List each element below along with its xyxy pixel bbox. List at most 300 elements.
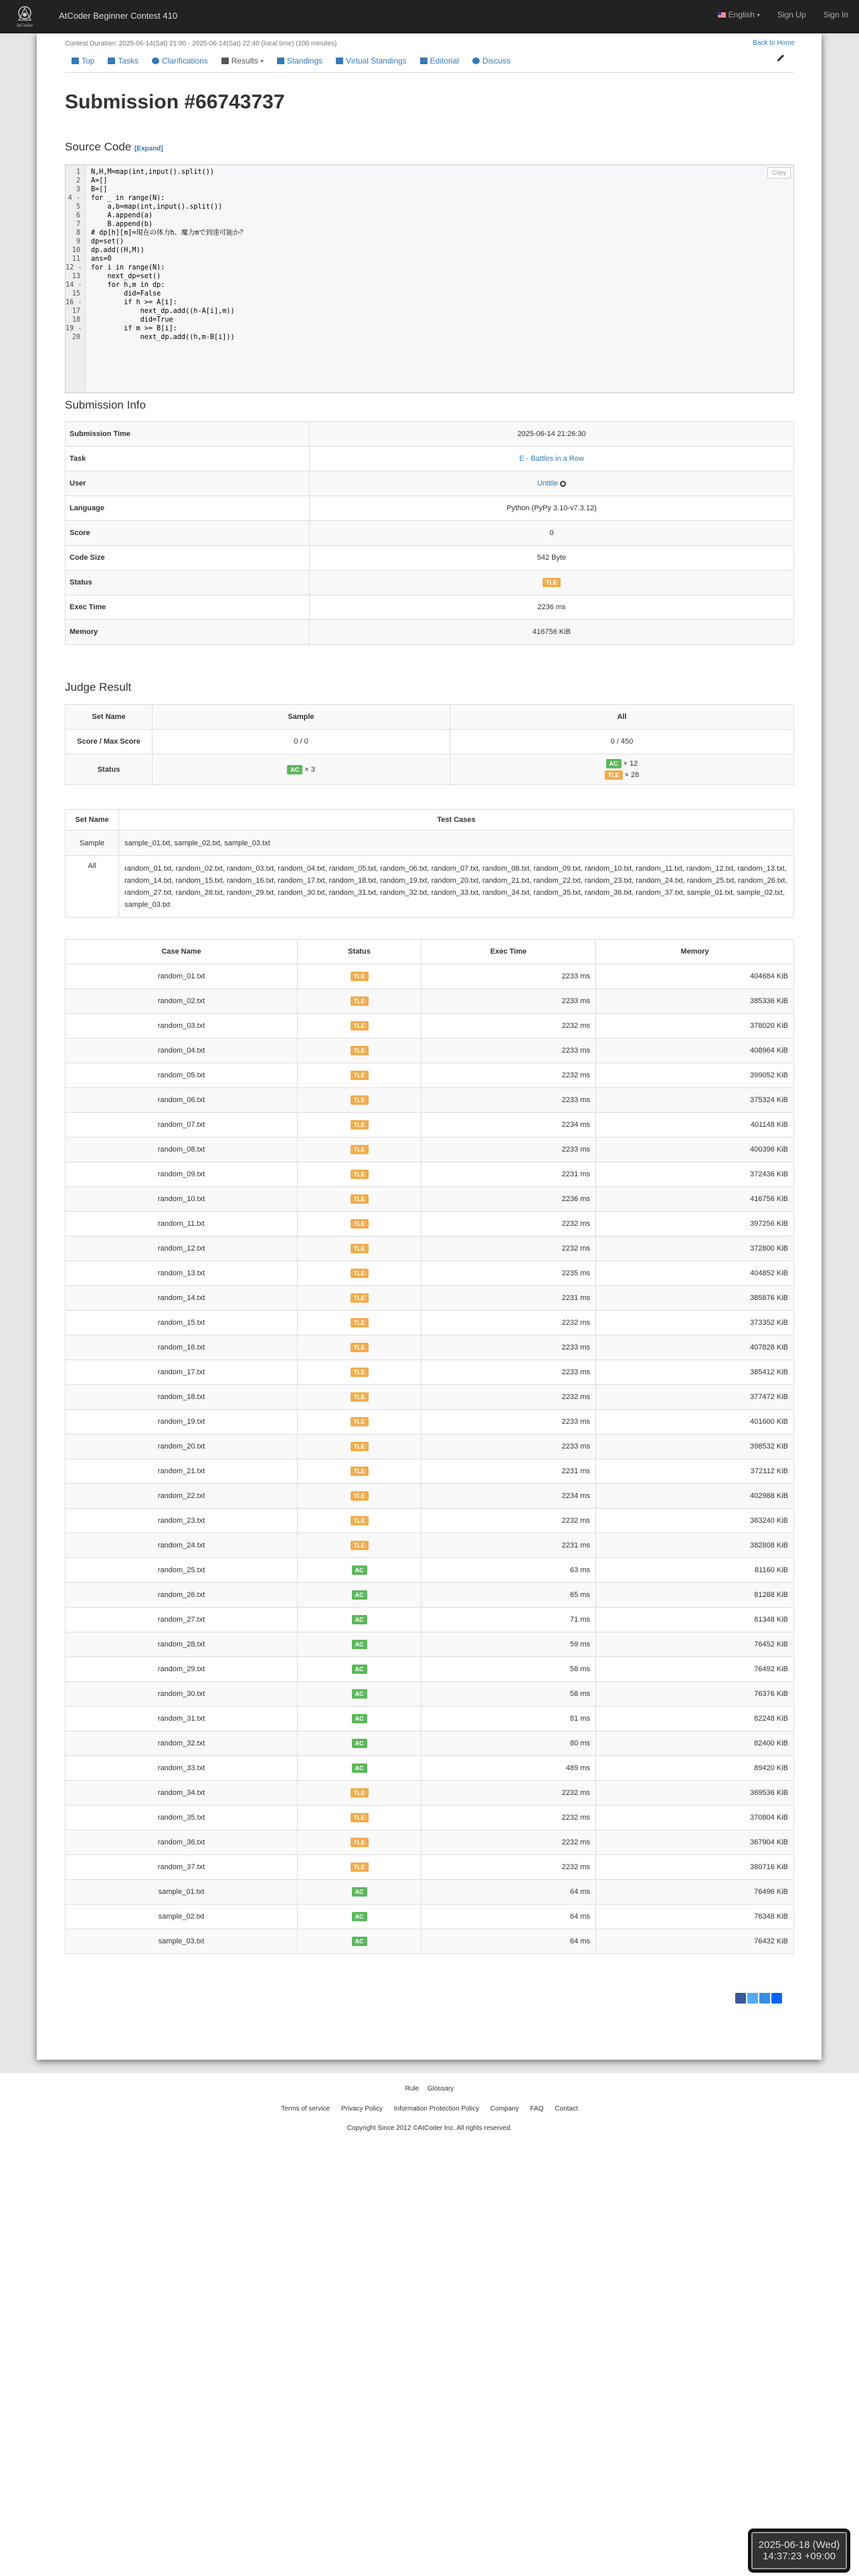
navbar [0,0,859,33]
share-plus-icon[interactable] [771,1993,782,2004]
case-exec-time: 2231 ms [421,1286,596,1311]
case-name: random_35.txt [66,1806,298,1830]
case-name: random_31.txt [66,1707,298,1731]
case-exec-time: 2233 ms [421,1335,596,1360]
status-badge: TLE [351,1194,369,1204]
case-exec-time: 2236 ms [421,1187,596,1212]
case-status-cell [298,1360,421,1385]
footer-link-company[interactable]: Company [490,2105,519,2113]
case-exec-time: 2232 ms [421,1509,596,1533]
case-status-cell [298,1855,421,1880]
status-badge: AC [352,1937,367,1946]
case-status-cell [298,1335,421,1360]
code-line [66,263,794,272]
line-number: 3 [76,186,80,193]
case-row [66,1459,794,1484]
info-label: Submission Time [66,422,310,447]
info-label: Score [66,521,310,546]
contest-nav-tabs [72,56,510,66]
case-memory: 372800 KiB [596,1237,794,1261]
case-row [66,1830,794,1855]
tab-label: Tasks [118,56,139,66]
case-name: random_17.txt [66,1360,298,1385]
case-status-cell [298,1261,421,1286]
case-memory: 76348 KiB [596,1905,794,1929]
tab-label: Results [231,56,258,66]
tab-results[interactable] [221,56,264,66]
case-row [66,1434,794,1459]
case-row [66,1731,794,1756]
code-size-value: 542 Byte [310,546,794,570]
case-exec-time: 58 ms [421,1657,596,1682]
line-text: for h,m in dp: [91,282,165,289]
list-icon [108,58,115,64]
code-line [66,324,794,333]
line-number: 12 - [66,264,82,272]
case-exec-time: 2231 ms [421,1459,596,1484]
case-exec-time: 71 ms [421,1608,596,1632]
tab-tasks[interactable] [108,56,138,66]
contest-duration: Contest Duration: 2025-06-14(Sat) 21:00 - 2025-06-14(Sat) 22:40 (local time) (100 minutes) [65,40,337,47]
line-text: next_dp.add((h,m-B[i])) [91,334,235,341]
footer-links-secondary [0,2105,859,2113]
line-text: A=[] [91,177,108,185]
case-row [66,1533,794,1558]
status-badge: TLE [351,1343,369,1352]
case-name: random_32.txt [66,1731,298,1756]
case-status-cell [298,989,421,1014]
language-value: Python (PyPy 3.10-v7.3.12) [310,496,794,521]
tab-virtual-standings[interactable] [336,56,407,66]
line-number: 2 [76,177,80,185]
sort-icon [336,58,343,64]
line-number: 16 - [66,299,82,306]
tle-badge: TLE [605,770,623,780]
case-name: random_05.txt [66,1063,298,1088]
user-cell [310,471,794,496]
status-badge: TLE [351,1541,369,1550]
status-badge: TLE [351,1516,369,1525]
line-number: 20 [72,334,80,341]
main-container [37,33,822,2060]
case-name: random_23.txt [66,1509,298,1533]
code-line [66,185,794,194]
tab-label: Clarifications [162,56,208,66]
tab-label: Virtual Standings [346,56,407,66]
case-name: random_02.txt [66,989,298,1014]
line-number: 5 [76,203,80,211]
submission-info-table [65,421,794,645]
line-number: 6 [76,212,80,219]
case-name: random_18.txt [66,1385,298,1410]
case-row [66,1162,794,1187]
tab-top[interactable] [72,56,94,66]
status-badge: AC [352,1739,367,1748]
case-name: random_26.txt [66,1583,298,1608]
line-number: 10 [72,247,80,254]
line-text: a,b=map(int,input().split()) [91,203,223,211]
case-status-cell [298,1459,421,1484]
case-exec-time: 2231 ms [421,1533,596,1558]
judge-result-heading: Judge Result [65,681,132,693]
line-text: for _ in range(N): [91,195,165,202]
case-name: random_28.txt [66,1632,298,1657]
cases-body [66,964,794,1954]
case-exec-time: 2233 ms [421,1434,596,1459]
line-text: next_dp=set() [91,273,161,280]
info-row [66,496,794,521]
case-memory: 81288 KiB [596,1583,794,1608]
case-name: random_09.txt [66,1162,298,1187]
footer-link-contact[interactable]: Contact [555,2105,578,2113]
case-row [66,1187,794,1212]
case-status-cell [298,1533,421,1558]
info-row [66,595,794,620]
case-status-cell [298,1039,421,1063]
all-score: 0 / 450 [450,730,794,754]
column-header: Test Cases [119,810,794,831]
info-label: Code Size [66,546,310,570]
case-status-cell [298,1731,421,1756]
case-memory: 378020 KiB [596,1014,794,1039]
footer-link-glossary[interactable]: Glossary [427,2085,454,2092]
column-header: Exec Time [421,940,596,964]
ac-badge: AC [606,759,622,768]
case-name: random_01.txt [66,964,298,989]
case-memory: 81160 KiB [596,1558,794,1583]
case-memory: 400396 KiB [596,1138,794,1162]
case-status-cell [298,1905,421,1929]
case-exec-time: 65 ms [421,1583,596,1608]
copyright: Copyright Since 2012 ©AtCoder Inc. All rights reserved. [347,2125,512,2132]
case-memory: 76376 KiB [596,1682,794,1707]
case-memory: 385412 KiB [596,1360,794,1385]
status-badge: TLE [351,1491,369,1501]
back-to-home-link[interactable]: Back to Home [753,39,795,47]
case-row [66,1929,794,1954]
case-name: random_04.txt [66,1039,298,1063]
fixed-clock [748,2529,850,2573]
case-memory: 416756 KiB [596,1187,794,1212]
case-status-cell [298,1880,421,1905]
sign-in-link[interactable]: Sign In [823,10,848,19]
line-text: ans=0 [91,255,112,263]
set-cases: sample_01.txt, sample_02.txt, sample_03.txt [119,831,794,856]
set-name: All [66,856,119,918]
case-exec-time: 2234 ms [421,1113,596,1138]
case-exec-time: 81 ms [421,1707,596,1731]
case-memory: 380716 KiB [596,1855,794,1880]
case-exec-time: 489 ms [421,1756,596,1781]
code-line [66,168,794,177]
case-status-cell [298,1063,421,1088]
twitter-icon[interactable] [747,1993,758,2004]
column-header: Memory [596,940,794,964]
footer-link-terms[interactable]: Terms of service [281,2105,330,2113]
page-title: Submission #66743737 [65,91,285,113]
case-name: random_12.txt [66,1237,298,1261]
submission-info-heading: Submission Info [65,399,146,411]
case-row [66,964,794,989]
clock-date: 2025-06-18 (Wed) [758,2539,840,2551]
case-status-cell [298,1806,421,1830]
case-exec-time: 2233 ms [421,1360,596,1385]
case-name: random_27.txt [66,1608,298,1632]
tab-standings[interactable] [277,56,322,66]
hatena-icon[interactable] [759,1993,770,2004]
status-cell [310,570,794,595]
case-row [66,1014,794,1039]
info-label: Memory [66,620,310,645]
footer-link-privacy[interactable]: Privacy Policy [341,2105,383,2113]
case-row [66,1138,794,1162]
case-exec-time: 2232 ms [421,1855,596,1880]
case-memory: 76492 KiB [596,1657,794,1682]
line-text: next_dp.add((h-A[i],m)) [91,308,235,315]
case-memory: 373352 KiB [596,1311,794,1335]
status-badge: TLE [351,1862,369,1872]
line-number: 4 - [68,195,80,202]
source-code-editor[interactable] [65,165,794,393]
test-set-table [65,809,794,918]
case-memory: 76496 KiB [596,1880,794,1905]
line-text: dp=set() [91,238,124,245]
case-exec-time: 2233 ms [421,1088,596,1113]
case-row [66,1360,794,1385]
case-status-cell [298,1434,421,1459]
status-badge: AC [352,1689,367,1699]
case-name: random_07.txt [66,1113,298,1138]
code-line [66,177,794,185]
submission-time: 2025-06-14 21:26:30 [310,422,794,447]
case-row [66,1039,794,1063]
status-badge: TLE [351,1244,369,1253]
copy-button[interactable]: Copy [767,167,791,179]
line-text: for i in range(N): [91,264,165,272]
status-badge: TLE [351,1417,369,1426]
footer-link-rule[interactable]: Rule [405,2085,419,2092]
case-exec-time: 63 ms [421,1558,596,1583]
us-flag-icon [718,12,726,17]
divider [65,72,794,73]
status-badge: TLE [351,1269,369,1278]
code-line [66,298,794,307]
case-status-cell [298,1484,421,1509]
status-badge: TLE [351,1293,369,1303]
line-number: 11 [72,255,80,263]
info-row [66,471,794,496]
case-memory: 372112 KiB [596,1459,794,1484]
info-label: Task [66,447,310,471]
status-badge: TLE [351,1838,369,1847]
source-heading-text: Source Code [65,140,132,153]
expand-link[interactable]: [Expand] [134,145,163,152]
case-memory: 372436 KiB [596,1162,794,1187]
line-number: 18 [72,316,80,324]
case-memory: 401148 KiB [596,1113,794,1138]
line-text: dp.add((H,M)) [91,247,145,254]
comment-icon [472,58,480,64]
case-name: random_08.txt [66,1138,298,1162]
ac-count: × 12 [623,760,638,768]
info-row [66,447,794,471]
home-icon [72,58,79,64]
sort-icon [277,58,284,64]
sample-score: 0 / 0 [153,730,450,754]
case-memory: 398532 KiB [596,1434,794,1459]
footer-link-faq[interactable]: FAQ [530,2105,544,2113]
code-line [66,290,794,298]
case-row [66,1261,794,1286]
code-line [66,246,794,255]
status-badge: TLE [351,1021,369,1031]
case-status-cell [298,1608,421,1632]
tab-clarifications[interactable] [152,56,208,66]
status-badge: AC [352,1763,367,1773]
tab-discuss[interactable] [472,56,510,66]
atcoder-logo[interactable] [8,3,41,30]
user-link[interactable]: Untitle [537,479,559,488]
case-row [66,1806,794,1830]
search-icon[interactable] [560,481,566,487]
code-line [66,281,794,290]
case-exec-time: 64 ms [421,1880,596,1905]
ac-badge: AC [287,765,302,774]
set-row [66,831,794,856]
status-badge: TLE [351,1095,369,1105]
status-badge: AC [352,1887,367,1897]
ac-count: × 3 [304,765,315,774]
code-line [66,316,794,324]
case-name: random_29.txt [66,1657,298,1682]
tab-label: Standings [286,56,323,66]
case-memory: 402988 KiB [596,1484,794,1509]
case-row [66,1781,794,1806]
row-label: Status [66,754,153,785]
case-row [66,1237,794,1261]
case-name: random_19.txt [66,1410,298,1434]
info-label: Language [66,496,310,521]
case-memory: 82248 KiB [596,1707,794,1731]
sign-up-link[interactable]: Sign Up [777,10,806,19]
line-number: 1 [76,169,80,176]
case-status-cell [298,1583,421,1608]
status-badge: TLE [351,1442,369,1451]
case-exec-time: 2232 ms [421,1806,596,1830]
case-exec-time: 2232 ms [421,1212,596,1237]
case-exec-time: 80 ms [421,1731,596,1756]
case-status-cell [298,1311,421,1335]
logo-text: AtCoder [16,23,33,28]
line-text: did=True [91,316,173,324]
pin-icon[interactable] [777,55,789,66]
facebook-icon[interactable] [735,1993,746,2004]
line-text: N,H,M=map(int,input().split()) [91,169,215,176]
status-badge: AC [352,1912,367,1921]
column-header: Case Name [66,940,298,964]
task-cell [310,447,794,471]
case-name: sample_03.txt [66,1929,298,1954]
case-memory: 382808 KiB [596,1533,794,1558]
line-number: 9 [76,238,80,245]
case-row [66,1286,794,1311]
case-row [66,1410,794,1434]
case-name: random_21.txt [66,1459,298,1484]
line-text: B=[] [91,186,108,193]
case-memory: 370804 KiB [596,1806,794,1830]
case-exec-time: 2232 ms [421,1781,596,1806]
case-name: random_14.txt [66,1286,298,1311]
status-badge: AC [352,1566,367,1575]
case-exec-time: 2233 ms [421,1039,596,1063]
case-row [66,1335,794,1360]
status-badge: TLE [351,1219,369,1228]
case-row [66,1113,794,1138]
status-badge: TLE [351,1145,369,1154]
book-icon [420,58,427,64]
case-row [66,1509,794,1533]
task-link[interactable]: E - Battles in a Row [519,455,584,463]
contest-title-link[interactable]: AtCoder Beginner Contest 410 [59,11,178,21]
case-status-cell [298,1632,421,1657]
line-number: 14 - [66,282,82,289]
status-badge: TLE [351,1071,369,1080]
line-text: did=False [91,290,161,298]
case-exec-time: 2233 ms [421,964,596,989]
test-cases-table [65,939,794,1954]
case-exec-time: 2232 ms [421,1830,596,1855]
list-icon [221,58,229,64]
case-status-cell [298,1088,421,1113]
sample-status [153,754,450,785]
case-row [66,1905,794,1929]
tle-count: × 28 [624,771,640,779]
case-row [66,1880,794,1905]
cases-header-row [66,940,794,964]
case-status-cell [298,1756,421,1781]
caret-down-icon: ▾ [757,11,760,18]
case-name: random_37.txt [66,1855,298,1880]
case-exec-time: 59 ms [421,1632,596,1657]
line-text: B.append(b) [91,221,153,228]
code-line [66,220,794,229]
status-badge: TLE [351,996,369,1006]
case-row [66,1212,794,1237]
line-text: if m >= B[i]: [91,325,177,332]
case-status-cell [298,1657,421,1682]
footer-link-info-protection[interactable]: Information Protection Policy [393,2105,480,2113]
case-memory: 385876 KiB [596,1286,794,1311]
case-status-cell [298,1707,421,1731]
status-badge: AC [352,1640,367,1649]
column-header: Status [298,940,421,964]
case-memory: 408964 KiB [596,1039,794,1063]
language-dropdown[interactable] [718,10,760,19]
line-text: A.append(a) [91,212,153,219]
judge-result-table [65,704,794,785]
case-exec-time: 64 ms [421,1905,596,1929]
case-name: sample_02.txt [66,1905,298,1929]
status-badge: TLE [351,1170,369,1179]
status-badge: TLE [351,1392,369,1402]
status-badge: TLE [351,1813,369,1822]
tab-editorial[interactable] [420,56,459,66]
code-line [66,229,794,237]
case-row [66,1558,794,1583]
case-exec-time: 2235 ms [421,1261,596,1286]
case-exec-time: 2232 ms [421,1237,596,1261]
case-memory: 369536 KiB [596,1781,794,1806]
